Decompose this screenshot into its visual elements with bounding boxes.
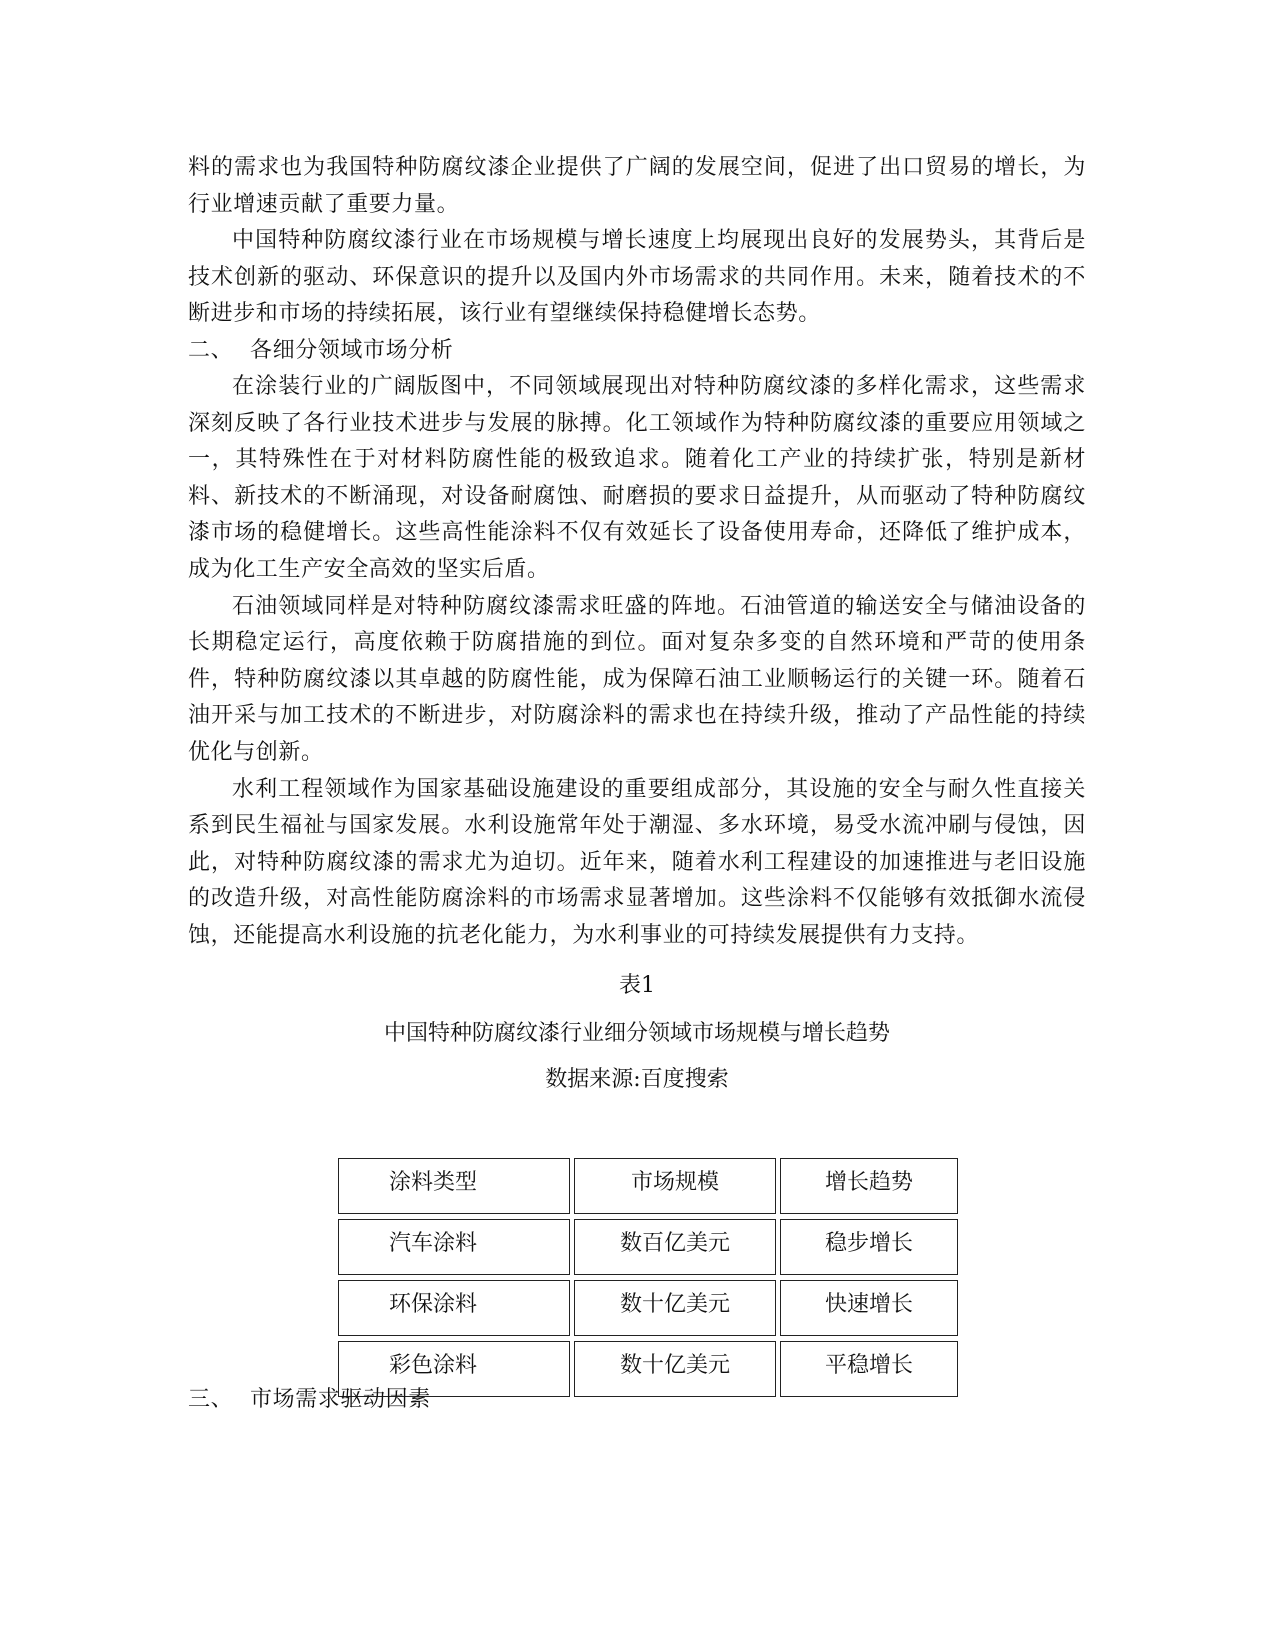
table-row xyxy=(338,1280,958,1336)
table-cell: 数十亿美元 xyxy=(574,1280,776,1336)
table-row xyxy=(338,1219,958,1275)
table-cell: 快速增长 xyxy=(780,1280,958,1336)
paragraph-chemical: 在涂装行业的广阔版图中，不同领域展现出对特种防腐纹漆的多样化需求，这些需求深刻反映了各行业技术进步与发展的脉搏。化工领域作为特种防腐纹漆的重要应用领域之一，其特殊性在于对材料防腐性能的极致追求。随着化工产业的持续扩张，特别是新材料、新技术的不断涌现，对设备耐腐蚀、耐磨损的要求日益提升，从而驱动了特种防腐纹漆市场的稳健增长。这些高性能涂料不仅有效延长了设备使用寿命，还降低了维护成本，成为化工生产安全高效的坚实后盾。 xyxy=(188,373,1086,582)
market-table xyxy=(334,1153,962,1402)
table-header-row xyxy=(338,1158,958,1214)
table-cell: 市场规模 xyxy=(574,1158,776,1214)
table-cell: 彩色涂料 xyxy=(338,1341,570,1397)
table-row xyxy=(338,1341,958,1397)
table-cell: 涂料类型 xyxy=(338,1158,570,1214)
table-cell: 数十亿美元 xyxy=(574,1341,776,1397)
table-cell: 平稳增长 xyxy=(780,1341,958,1397)
table-cell: 增长趋势 xyxy=(780,1158,958,1214)
section-heading-2 xyxy=(188,333,1086,369)
table-cell: 数百亿美元 xyxy=(574,1219,776,1275)
table-cell: 环保涂料 xyxy=(338,1280,570,1336)
paragraph-petroleum: 石油领域同样是对特种防腐纹漆需求旺盛的阵地。石油管道的输送安全与储油设备的长期稳定运行，高度依赖于防腐措施的到位。面对复杂多变的自然环境和严苛的使用条件，特种防腐纹漆以其卓越的防腐性能，成为保障石油工业顺畅运行的关键一环。随着石油开采与加工技术的不断进步，对防腐涂料的需求也在持续升级，推动了产品性能的持续优化与创新。 xyxy=(188,593,1086,765)
table-cell: 稳步增长 xyxy=(780,1219,958,1275)
section-number: 二、 xyxy=(188,337,234,363)
section-title: 市场需求驱动因素 xyxy=(250,1387,431,1412)
section-number: 三、 xyxy=(188,1387,234,1412)
paragraph-continuation: 料的需求也为我国特种防腐纹漆企业提供了广阔的发展空间，促进了出口贸易的增长，为行业增速贡献了重要力量。 xyxy=(188,155,1086,217)
table-cell: 汽车涂料 xyxy=(338,1219,570,1275)
paragraph-industry-summary: 中国特种防腐纹漆行业在市场规模与增长速度上均展现出良好的发展势头，其背后是技术创新的驱动、环保意识的提升以及国内外市场需求的共同作用。未来，随着技术的不断进步和市场的持续拓展，该行业有望继续保持稳健增长态势。 xyxy=(188,228,1086,327)
paragraph-water-conservancy: 水利工程领域作为国家基础设施建设的重要组成部分，其设施的安全与耐久性直接关系到民生福祉与国家发展。水利设施常年处于潮湿、多水环境，易受水流冲刷与侵蚀，因此，对特种防腐纹漆的需求尤为迫切。近年来，随着水利工程建设的加速推进与老旧设施的改造升级，对高性能防腐涂料的市场需求显著增加。这些涂料不仅能够有效抵御水流侵蚀，还能提高水利设施的抗老化能力，为水利事业的可持续发展提供有力支持。 xyxy=(188,776,1086,948)
table-label: 表1 xyxy=(619,973,655,998)
table-source: 数据来源:百度搜索 xyxy=(545,1067,729,1092)
section-title: 各细分领域市场分析 xyxy=(250,337,454,363)
section-heading-3 xyxy=(188,1382,431,1418)
page-content xyxy=(188,150,1086,1412)
table-title: 中国特种防腐纹漆行业细分领域市场规模与增长趋势 xyxy=(383,1021,890,1046)
